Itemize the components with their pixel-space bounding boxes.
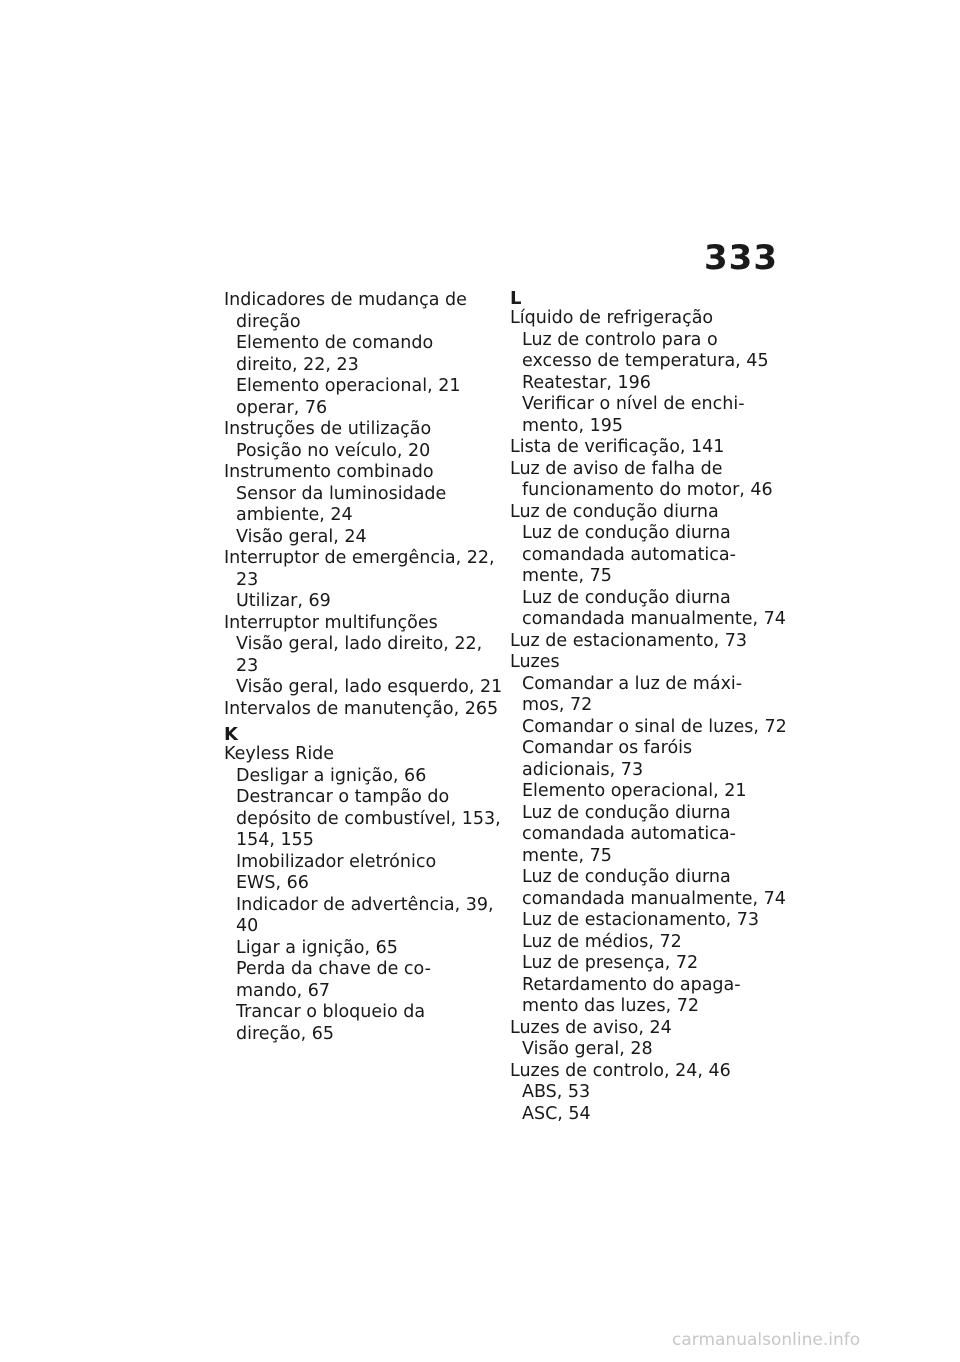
- index-sub-entry: Luz de condução diurna: [522, 523, 731, 543]
- index-sub-entry: Luz de condução diurna: [522, 867, 731, 887]
- index-sub-entry: 40: [236, 916, 259, 936]
- index-main-entry: Líquido de refrigeração: [510, 308, 714, 328]
- index-sub-entry: Luz de presença, 72: [522, 953, 699, 973]
- index-sub-entry: 154, 155: [236, 830, 314, 850]
- index-sub-entry: Elemento de comando: [236, 333, 434, 353]
- index-sub-entry: comandada automatica-: [522, 544, 736, 565]
- index-sub-entry: direito, 22, 23: [236, 354, 359, 375]
- index-sub-entry: Comandar o sinal de luzes, 72: [522, 716, 787, 737]
- index-main-entry: Keyless Ride: [224, 744, 335, 764]
- index-sub-entry: ambiente, 24: [236, 505, 353, 525]
- index-sub-entry: mento das luzes, 72: [522, 996, 699, 1016]
- index-sub-entry: Reatestar, 196: [522, 372, 651, 393]
- index-sub-entry: Elemento operacional, 21: [236, 376, 461, 396]
- index-main-entry: Indicadores de mudança de: [224, 290, 467, 310]
- index-sub-entry: Visão geral, lado direito, 22,: [236, 634, 483, 654]
- index-sub-entry: Imobilizador eletrónico: [236, 851, 437, 872]
- index-sub-entry: mente, 75: [522, 845, 612, 866]
- index-sub-entry: ABS, 53: [522, 1082, 591, 1102]
- index-sub-entry: mente, 75: [522, 566, 612, 586]
- index-sub-entry: 23: [236, 569, 259, 590]
- index-sub-entry: Utilizar, 69: [236, 591, 331, 611]
- index-main-entry: Luzes: [510, 652, 560, 672]
- index-main-entry: Instrumento combinado: [224, 462, 434, 482]
- index-sub-entry: operar, 76: [236, 397, 328, 418]
- index-sub-entry: Retardamento do apaga-: [522, 974, 741, 995]
- index-sub-entry: funcionamento do motor, 46: [522, 480, 773, 500]
- index-sub-entry: Desligar a ignição, 66: [236, 765, 427, 786]
- index-sub-entry: Ligar a ignição, 65: [236, 937, 398, 958]
- index-sub-entry: Luz de condução diurna: [522, 802, 731, 823]
- index-sub-entry: Comandar a luz de máxi-: [522, 673, 743, 694]
- index-section-letter: K: [224, 724, 238, 745]
- index-sub-entry: EWS, 66: [236, 873, 309, 893]
- index-sub-entry: Luz de estacionamento, 73: [522, 910, 760, 930]
- index-sub-entry: Posição no veículo, 20: [236, 440, 431, 461]
- index-main-entry: Luz de condução diurna: [510, 501, 719, 522]
- index-main-entry: Lista de verificação, 141: [510, 437, 725, 457]
- index-main-entry: Luz de aviso de falha de: [510, 458, 723, 479]
- index-sub-entry: Trancar o bloqueio da: [236, 1002, 426, 1022]
- index-main-entry: Luzes de aviso, 24: [510, 1017, 672, 1038]
- index-main-entry: Interruptor multifunções: [224, 612, 438, 633]
- index-sub-entry: adicionais, 73: [522, 759, 644, 780]
- index-sub-entry: Comandar os faróis: [522, 738, 693, 758]
- index-sub-entry: comandada manualmente, 74: [522, 609, 786, 629]
- index-sub-entry: excesso de temperatura, 45: [522, 351, 769, 371]
- watermark-footer: carmanualsonline.info: [672, 1330, 861, 1350]
- index-main-entry: Luz de estacionamento, 73: [510, 630, 748, 651]
- index-sub-entry: Luz de controlo para o: [522, 329, 718, 350]
- index-main-entry: Intervalos de manutenção, 265: [224, 698, 499, 719]
- index-sub-entry: Visão geral, 24: [236, 526, 367, 547]
- index-column-left: [224, 290, 503, 1045]
- index-sub-entry: comandada automatica-: [522, 824, 736, 844]
- index-sub-entry: mos, 72: [522, 695, 593, 715]
- index-sub-entry: direção, 65: [236, 1023, 334, 1044]
- index-sub-entry: ASC, 54: [522, 1103, 591, 1124]
- page-number: 333: [704, 238, 778, 278]
- index-sub-entry: Visão geral, 28: [522, 1039, 653, 1059]
- index-sub-entry: Elemento operacional, 21: [522, 781, 747, 801]
- index-sub-entry: depósito de combustível, 153,: [236, 808, 501, 829]
- index-sub-entry: Destrancar o tampão do: [236, 787, 450, 807]
- index-sub-entry: Verificar o nível de enchi-: [522, 394, 745, 414]
- index-sub-entry: 23: [236, 655, 259, 676]
- index-sub-entry: direção: [236, 311, 301, 332]
- index-column-right: [510, 290, 790, 1125]
- index-section-letter: L: [510, 288, 522, 309]
- index-sub-entry: mando, 67: [236, 980, 331, 1001]
- index-sub-entry: Indicador de advertência, 39,: [236, 894, 494, 915]
- index-sub-entry: Luz de médios, 72: [522, 931, 682, 952]
- index-sub-entry: Sensor da luminosidade: [236, 483, 447, 504]
- index-main-entry: Interruptor de emergência, 22,: [224, 548, 495, 568]
- index-sub-entry: Perda da chave de co-: [236, 959, 431, 979]
- index-sub-entry: comandada manualmente, 74: [522, 888, 786, 909]
- index-sub-entry: Luz de condução diurna: [522, 587, 731, 608]
- index-main-entry: Luzes de controlo, 24, 46: [510, 1060, 731, 1081]
- index-sub-entry: Visão geral, lado esquerdo, 21: [236, 677, 503, 697]
- index-main-entry: Instruções de utilização: [224, 419, 432, 439]
- index-sub-entry: mento, 195: [522, 415, 624, 436]
